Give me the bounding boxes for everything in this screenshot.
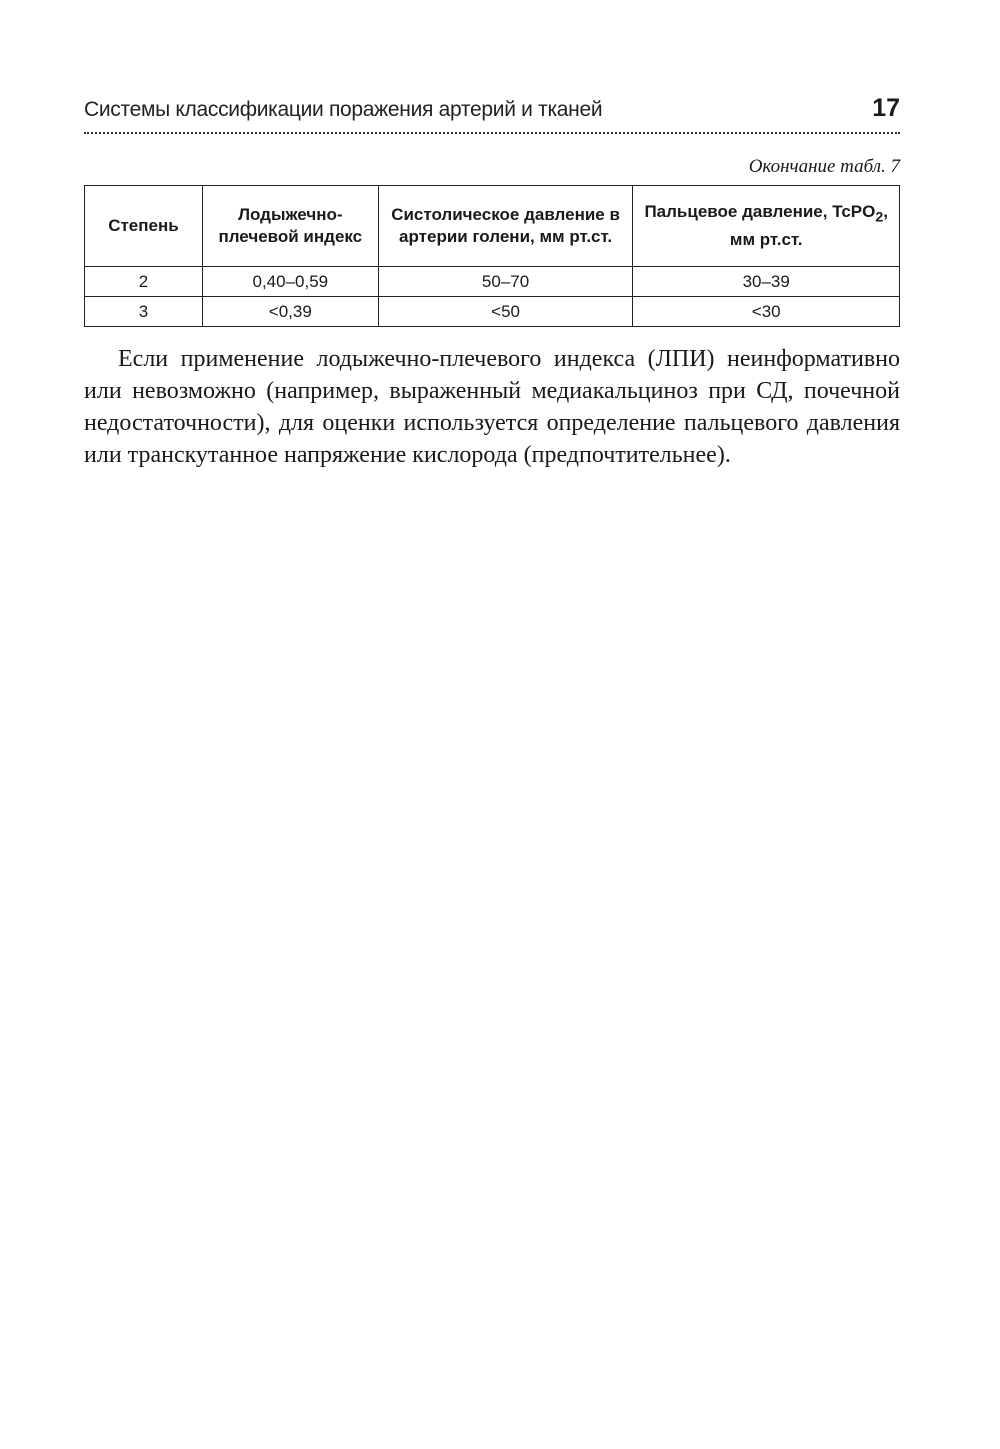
table-header-row <box>85 186 900 267</box>
table-caption: Окончание табл. 7 <box>748 156 900 177</box>
table-cell: 0,40–0,59 <box>202 267 378 297</box>
column-header-toe-pressure <box>633 186 900 267</box>
table-row <box>85 267 900 297</box>
table-cell: <0,39 <box>202 297 378 327</box>
table-cell: 3 <box>85 297 203 327</box>
table-cell: <50 <box>378 297 633 327</box>
body-paragraph: Если применение лодыжечно-плечевого индекса (ЛПИ) неинформативно или невозможно (например, выраженный медиакальциноз при СД, почечной недостаточности), для оценки используется определение пальцевого давления или транскутанное напряжение кислорода (предпочтительнее). <box>84 346 900 468</box>
toe-pressure-label-prefix: Пальцевое давление, TcPO <box>644 202 876 222</box>
column-header-abi: Лодыжечно-плечевой индекс <box>202 186 378 267</box>
table-row <box>85 297 900 327</box>
toe-pressure-label-suffix: , мм рт.ст. <box>729 202 888 249</box>
table-cell: 30–39 <box>633 267 900 297</box>
column-header-grade: Степень <box>85 186 203 267</box>
table-cell: <30 <box>633 297 900 327</box>
header-title: Системы классификации поражения артерий и тканей <box>84 98 603 121</box>
page-number: 17 <box>872 94 900 122</box>
running-header <box>84 96 900 134</box>
toe-pressure-label-subscript: 2 <box>875 209 884 226</box>
column-header-systolic-pressure: Систолическое давление в артерии голени, мм рт.ст. <box>378 186 633 267</box>
data-table <box>84 185 900 327</box>
table-cell: 2 <box>85 267 203 297</box>
table-cell: 50–70 <box>378 267 633 297</box>
